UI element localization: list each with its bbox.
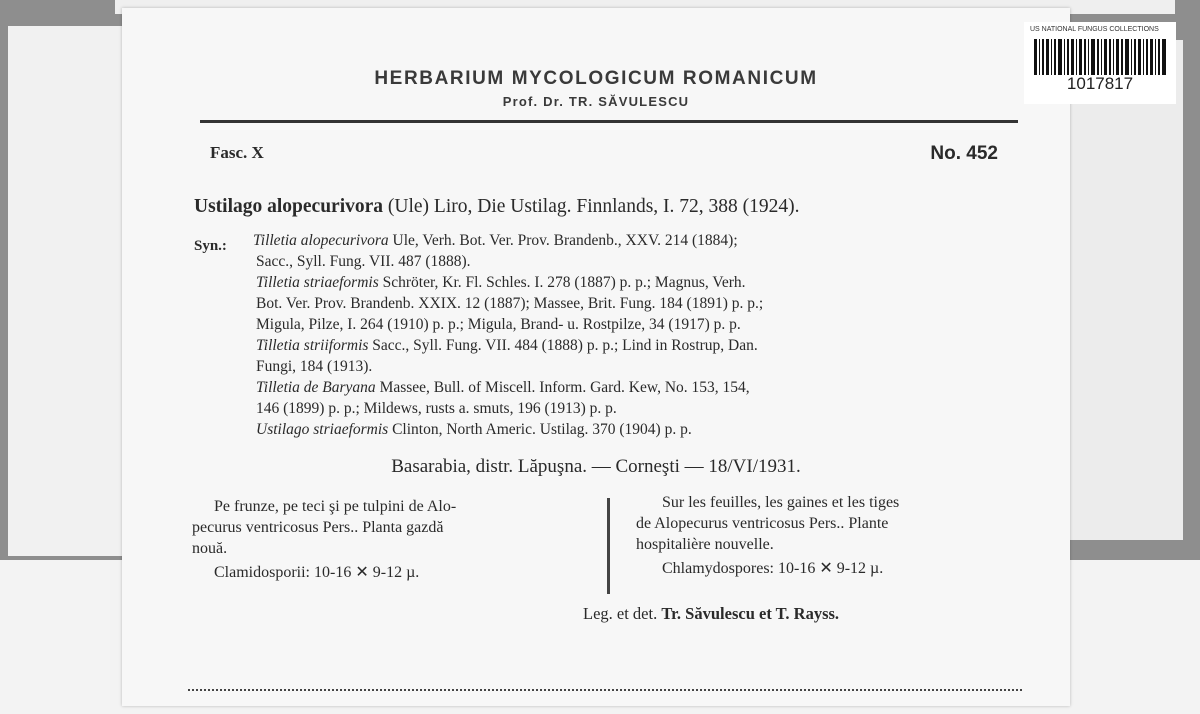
romanian-line: pecurus ventricosus Pers.. Planta gazdă <box>192 519 444 536</box>
bottom-dotted-rule <box>188 689 1022 691</box>
synonym-line: Tilletia striaeformis Schröter, Kr. Fl. Schles. I. 278 (1887) p. p.; Magnus, Verh. <box>256 274 746 291</box>
species-name: Ustilago alopecurivora <box>194 196 384 217</box>
romanian-line: nouă. <box>192 540 228 557</box>
herbarium-director: Prof. Dr. TR. SĂVULESCU <box>502 94 690 109</box>
background-sheet-right <box>1065 40 1183 540</box>
specimen-number: No. 452 <box>930 143 998 164</box>
french-line: de Alopecurus ventricosus Pers.. Plante <box>636 515 889 532</box>
collector-prefix: Leg. et det. <box>583 604 658 623</box>
french-line: hospitalière nouvelle. <box>636 536 774 553</box>
collector-names: Tr. Săvulescu et T. Rayss. <box>661 604 840 623</box>
synonym-line: Bot. Ver. Prov. Brandenb. XXIX. 12 (1887); Massee, Brit. Fung. 184 (1891) p. p.; <box>256 295 764 312</box>
herbarium-title: HERBARIUM MYCOLOGICUM ROMANICUM <box>374 68 818 89</box>
specimen-label <box>122 8 1159 706</box>
synonym-line: Migula, Pilze, I. 264 (1910) p. p.; Migula, Brand- u. Rostpilze, 34 (1917) p. p. <box>256 316 741 333</box>
synonyms-label: Syn.: <box>194 238 227 254</box>
background-sheet-left <box>8 26 128 556</box>
barcode-number: 1017817 <box>1066 74 1134 93</box>
synonym-line: Fungi, 184 (1913). <box>256 358 373 375</box>
synonym-line: Tilletia alopecurivora Ule, Verh. Bot. Ver. Prov. Brandenb., XXV. 214 (1884); <box>253 232 738 249</box>
barcode-caption: US NATIONAL FUNGUS COLLECTIONS <box>1030 26 1159 33</box>
locality-line: Basarabia, distr. Lăpuşna. — Corneşti — 18/VI/1931. <box>391 456 801 477</box>
french-description <box>636 492 899 579</box>
species-heading <box>194 196 800 218</box>
synonym-line: 146 (1899) p. p.; Mildews, rusts a. smuts, 196 (1913) p. p. <box>256 400 617 417</box>
synonym-line: Sacc., Syll. Fung. VII. 487 (1888). <box>256 253 471 270</box>
synonym-line: Ustilago striaeformis Clinton, North Americ. Ustilag. 370 (1904) p. p. <box>256 421 692 438</box>
french-spores: Chlamydospores: 10-16 ✕ 9-12 µ. <box>662 560 884 577</box>
header-rule <box>200 120 1018 123</box>
romanian-spores: Clamidosporii: 10-16 ✕ 9-12 µ. <box>214 564 420 581</box>
french-line: Sur les feuilles, les gaines et les tiges <box>662 494 900 511</box>
column-divider <box>607 498 610 594</box>
romanian-description <box>192 496 456 583</box>
synonym-line: Tilletia striiformis Sacc., Syll. Fung. VII. 484 (1888) p. p.; Lind in Rostrup, Dan. <box>256 337 758 354</box>
fascicle-label: Fasc. X <box>210 143 264 162</box>
species-citation: (Ule) Liro, Die Ustilag. Finnlands, I. 72, 388 (1924). <box>387 196 800 217</box>
collector-line <box>583 604 839 624</box>
synonym-line: Tilletia de Baryana Massee, Bull. of Miscell. Inform. Gard. Kew, No. 153, 154, <box>256 379 750 396</box>
romanian-line: Pe frunze, pe teci şi pe tulpini de Alo- <box>214 498 457 515</box>
barcode-label <box>1024 22 1176 104</box>
